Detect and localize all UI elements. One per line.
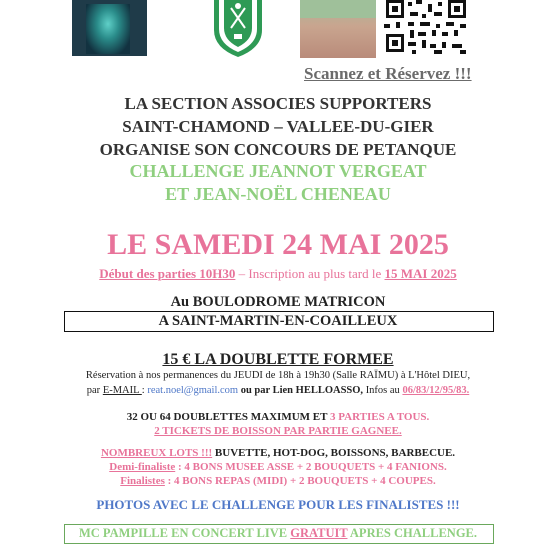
header-line-1: LA SECTION ASSOCIES SUPPORTERS: [124, 94, 432, 113]
venue-line-1: Au BOULODROME MATRICON: [170, 294, 386, 310]
lots-text: BUVETTE, HOT-DOG, BOISSONS, BARBECUE.: [212, 447, 456, 459]
reservation-par: par: [86, 385, 103, 396]
demi-finaliste-line: [0, 461, 556, 473]
start-line: [0, 266, 556, 282]
figure-photo-shape: [86, 4, 130, 54]
email-address[interactable]: reat.noel@gmail.com: [147, 385, 239, 396]
concert-text: MC PAMPILLE EN CONCERT LIVE: [78, 526, 291, 540]
concert-free: GRATUIT: [290, 526, 348, 540]
tickets-line: 2 TICKETS DE BOISSON PAR PARTIE GAGNEE.: [154, 425, 402, 437]
event-date: LE SAMEDI 24 MAI 2025: [107, 228, 449, 261]
finalistes-line: [0, 475, 556, 487]
registration-text: – Inscription au plus tard le: [235, 266, 385, 281]
concert-after: APRES CHALLENGE.: [347, 526, 478, 540]
reservation-line-1: Réservation à nos permanences du JEUDI de 18h à 19h30 (Salle RAÏMU) à L'Hôtel DIEU,: [85, 370, 471, 381]
challenge-line-2: ET JEAN-NOËL CHENEAU: [165, 184, 391, 204]
photos-line: PHOTOS AVEC LE CHALLENGE POUR LES FINALISTES !!!: [96, 497, 460, 512]
infos-text: Infos au: [365, 385, 403, 396]
phone-number: 06/83/12/95/83.: [402, 385, 470, 396]
parties-count: 3 PARTIES A TOUS.: [330, 411, 430, 423]
venue-line-2: A SAINT-MARTIN-EN-COAILLEUX: [158, 313, 398, 329]
demi-finaliste-label: Demi-finaliste: [109, 461, 176, 473]
petanque-photo: [300, 0, 376, 58]
email-separator: :: [141, 385, 148, 396]
demi-finaliste-prizes: : 4 BONS MUSEE ASSE + 2 BOUQUETS + 4 FANIONS.: [175, 461, 447, 473]
lots-line: [0, 447, 556, 459]
lots-label: NOMBREUX LOTS !!!: [100, 447, 213, 459]
header-line-2: SAINT-CHAMOND – VALLEE-DU-GIER: [122, 117, 434, 136]
doublettes-line: [0, 411, 556, 423]
photo-sky-shape: [300, 0, 376, 18]
finalistes-label: Finalistes: [120, 475, 165, 487]
qr-code-icon: [382, 0, 470, 56]
left-photo: [72, 0, 147, 56]
registration-deadline: 15 MAI 2025: [384, 266, 457, 281]
concert-line: [0, 526, 556, 541]
finalistes-prizes: : 4 BONS REPAS (MIDI) + 2 BOUQUETS + 4 COUPES.: [164, 475, 436, 487]
scan-and-book-text: Scannez et Réservez !!!: [304, 64, 472, 83]
doublettes-max: 32 OU 64 DOUBLETTES MAXIMUM ET: [126, 411, 331, 423]
email-label: E-MAIL: [102, 385, 142, 396]
challenge-line-1: CHALLENGE JEANNOT VERGEAT: [129, 161, 427, 181]
helloasso-text: ou par Lien HELLOASSO,: [238, 385, 366, 396]
header-line-3: ORGANISE SON CONCOURS DE PETANQUE: [99, 140, 457, 159]
start-time: Début des parties 10H30: [99, 266, 236, 281]
club-crest-icon: [210, 0, 266, 58]
reservation-line-2: [0, 385, 556, 396]
price-text: 15 € LA DOUBLETTE FORMEE: [162, 351, 394, 368]
